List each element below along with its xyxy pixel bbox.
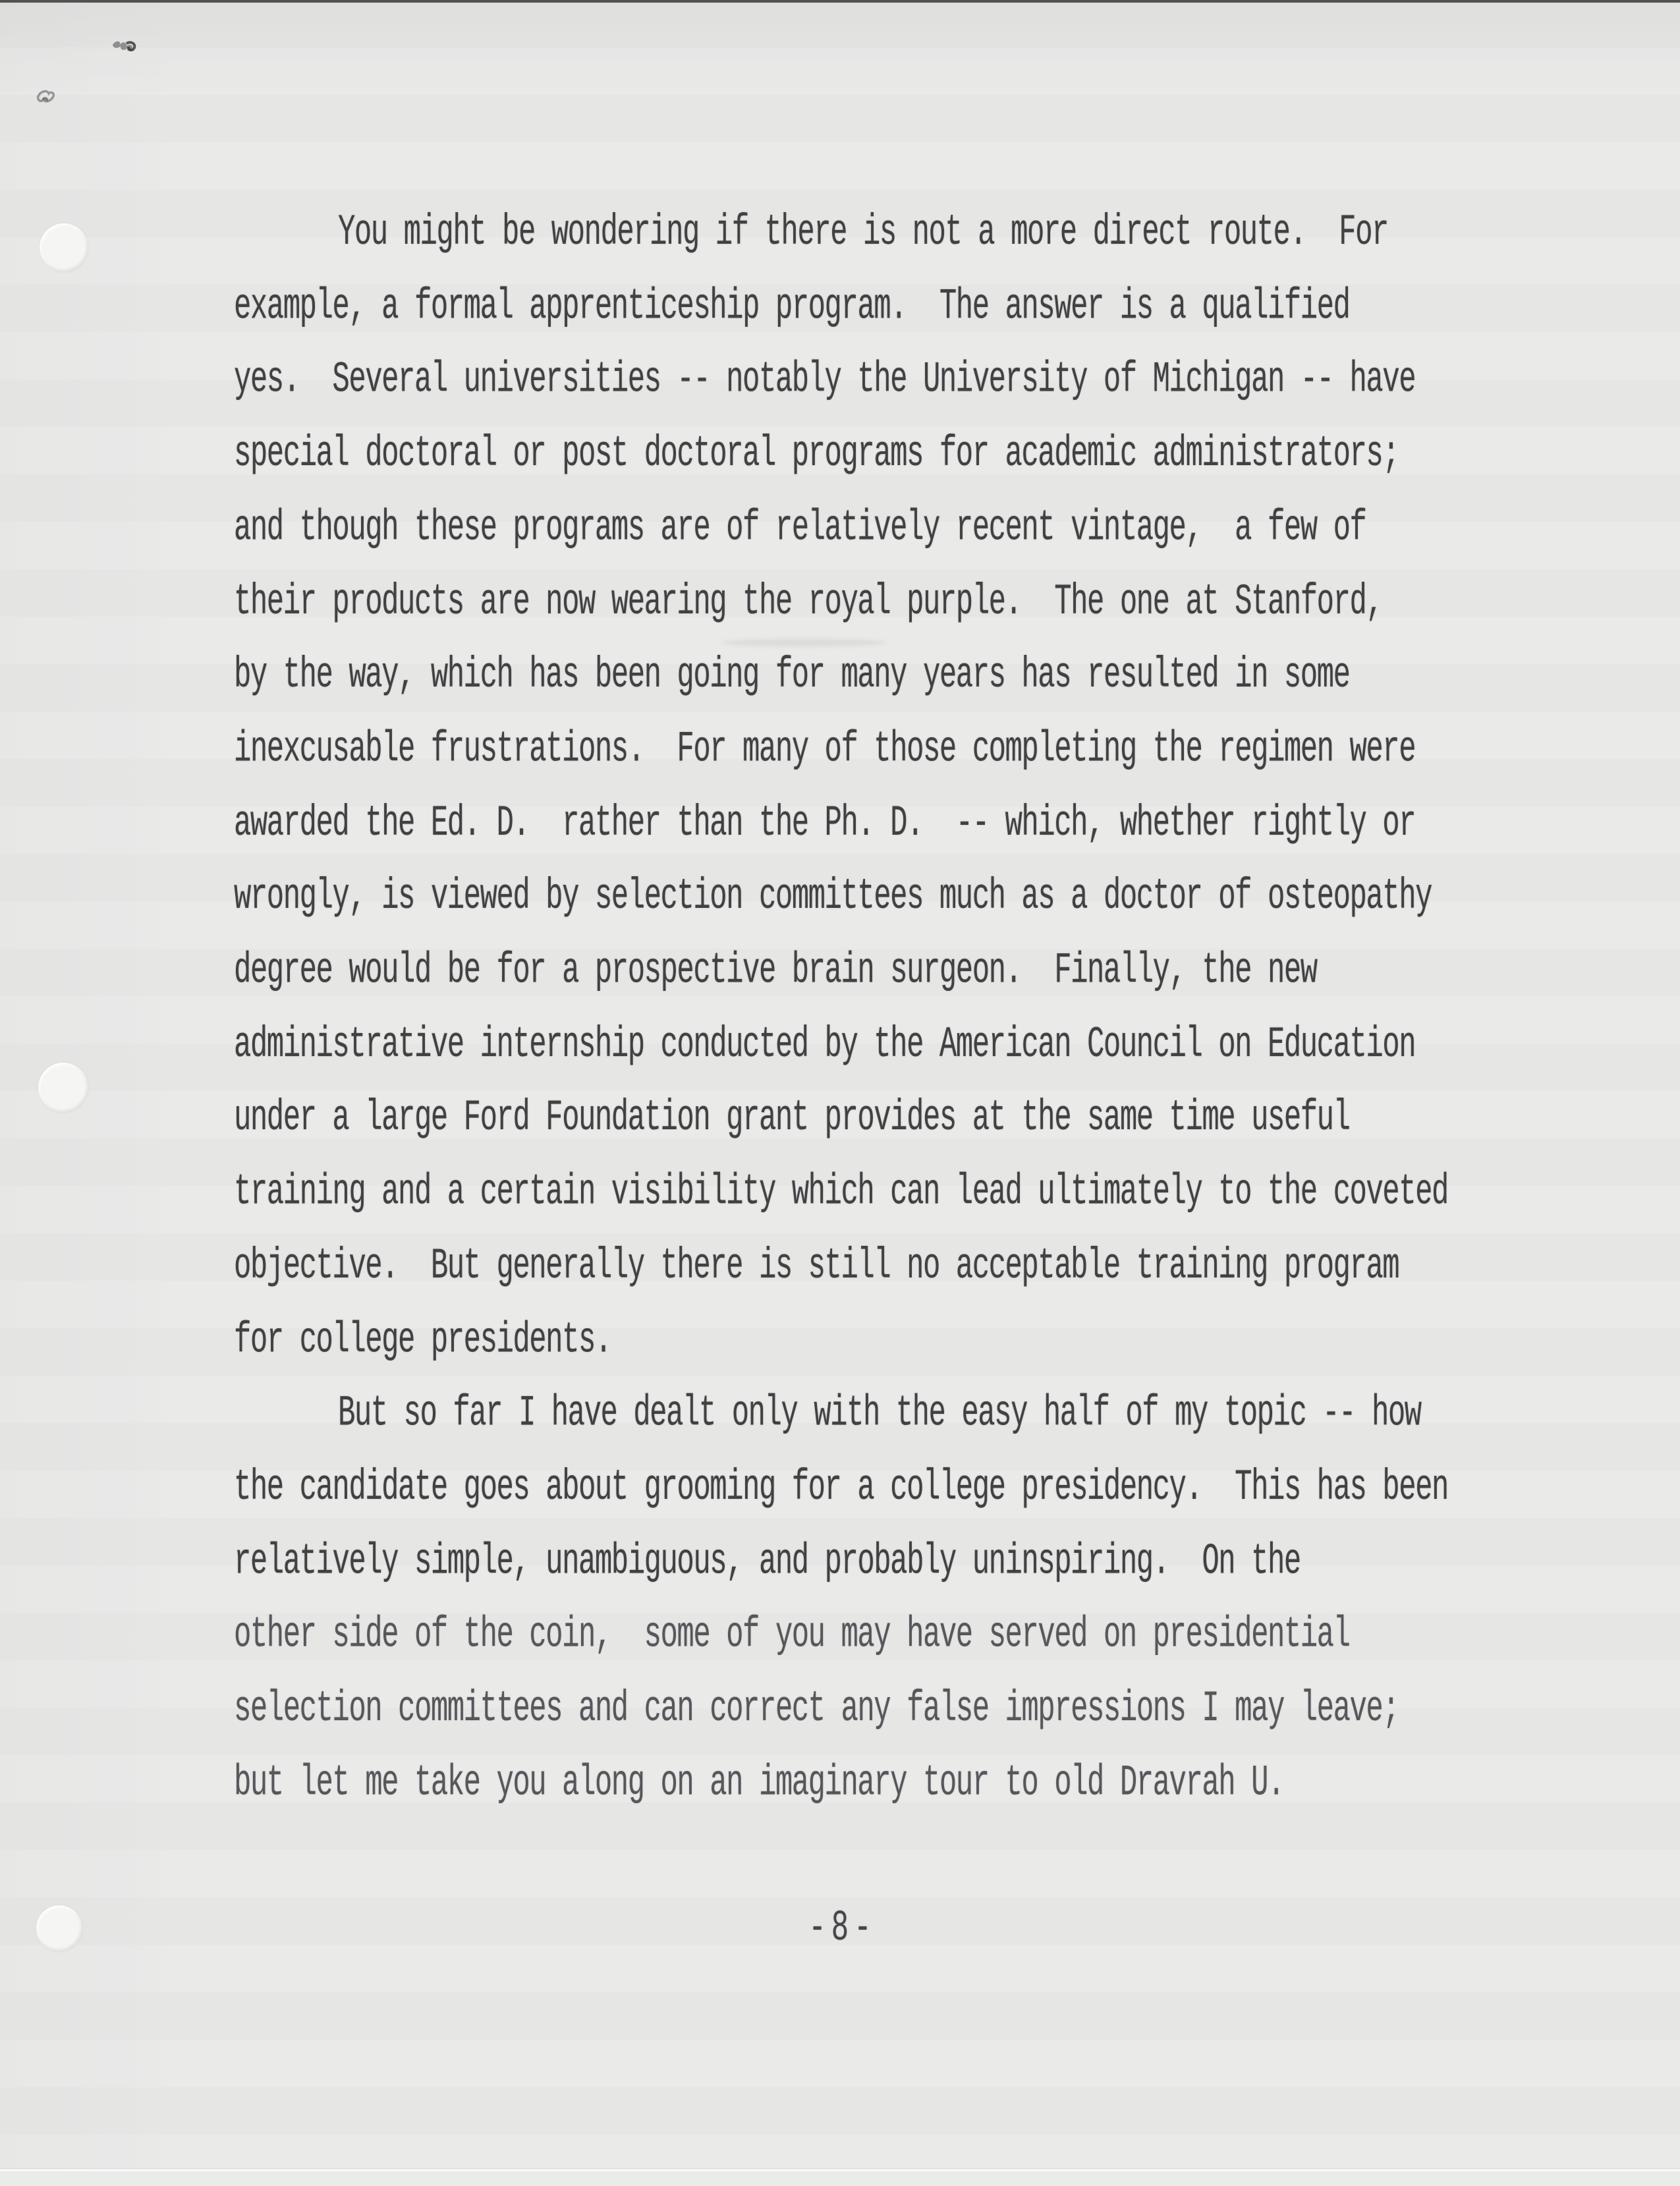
text-line: inexcusable frustrations. For many of those completing the regimen were — [234, 725, 1416, 775]
text-line: the candidate goes about grooming for a college presidency. This has been — [234, 1463, 1448, 1513]
hole-punch — [38, 1063, 88, 1113]
text-line: and though these programs are of relatively recent vintage, a few of — [234, 503, 1366, 553]
text-line: training and a certain visibility which can lead ultimately to the coveted — [234, 1167, 1448, 1218]
text-line: wrongly, is viewed by selection committees much as a doctor of osteopathy — [234, 872, 1432, 922]
text-line: by the way, which has been going for many years has resulted in some — [234, 651, 1350, 701]
text-line: their products are now wearing the royal purple. The one at Stanford, — [234, 577, 1383, 627]
text-line: objective. But generally there is still no acceptable training program — [234, 1241, 1399, 1291]
text-line: other side of the coin, some of you may have served on presidential — [234, 1611, 1350, 1661]
text-line: but let me take you along on an imaginary tour to old Dravrah U. — [234, 1758, 1284, 1808]
scan-bottom-strip — [0, 2172, 1680, 2186]
text-line: example, a formal apprenticeship program. The answer is a qualified — [234, 282, 1350, 332]
text-line: special doctoral or post doctoral programs for academic administrators; — [234, 430, 1399, 480]
page-number: -8- — [808, 1904, 877, 1953]
ink-speck-icon — [111, 34, 140, 61]
ink-speck-icon — [34, 82, 61, 113]
text-line: administrative internship conducted by the American Council on Education — [234, 1020, 1416, 1070]
scan-top-edge — [0, 0, 1680, 3]
text-line: awarded the Ed. D. rather than the Ph. D. -- which, whether rightly or — [234, 799, 1416, 849]
hole-punch — [40, 223, 88, 272]
text-line: yes. Several universities -- notably the University of Michigan -- have — [234, 356, 1416, 406]
text-line: But so far I have dealt only with the easy half of my topic -- how — [338, 1389, 1421, 1439]
text-line: You might be wondering if there is not a more direct route. For — [338, 208, 1388, 258]
text-line: relatively simple, unambiguous, and probably uninspiring. On the — [234, 1536, 1301, 1586]
text-line: degree would be for a prospective brain surgeon. Finally, the new — [234, 946, 1317, 996]
typewritten-text-block — [234, 196, 1486, 1820]
text-line: for college presidents. — [234, 1315, 611, 1365]
text-line: selection committees and can correct any false impressions I may leave; — [234, 1685, 1399, 1735]
text-line: under a large Ford Foundation grant provides at the same time useful — [234, 1094, 1350, 1144]
